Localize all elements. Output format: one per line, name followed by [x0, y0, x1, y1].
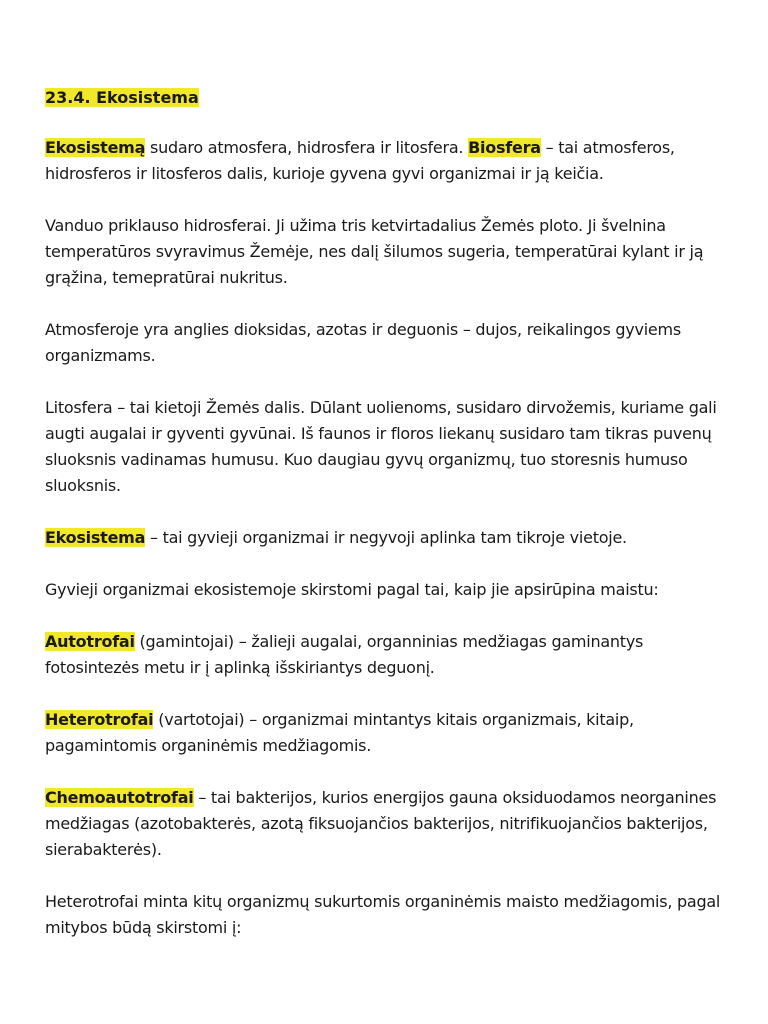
paragraph-autotrophs — [45, 629, 735, 681]
highlighted-term-heterotrofai: Heterotrofai — [45, 710, 154, 729]
paragraph-atmosphere: Atmosferoje yra anglies dioksidas, azotas ir deguonis – dujos, reikalingos gyviems organizmams. — [45, 320, 681, 365]
paragraph-text: sudaro atmosfera, hidrosfera ir litosfera. — [145, 138, 469, 157]
highlighted-term-autotrofai: Autotrofai — [45, 632, 135, 651]
highlighted-term-ekosistema: Ekosistemą — [45, 138, 146, 157]
highlighted-term-biosfera: Biosfera — [468, 138, 541, 157]
paragraph-text: – tai bakterijos, kurios energijos gauna oksiduodamos neorganines medžiagas (azotobakterės, azotą fiksuojančios bakterijos, nitrifikuojančios bakterijos, sierabakterės). — [45, 788, 717, 859]
paragraph-text: – tai gyvieji organizmai ir negyvoji aplinka tam tikroje vietoje. — [145, 528, 627, 547]
paragraph-chemoautotrophs — [45, 785, 735, 863]
document-page — [45, 86, 735, 967]
paragraph-heterotrophs — [45, 707, 735, 759]
paragraph-text: (vartotojai) – organizmai mintantys kitais organizmais, kitaip, pagamintomis organinėmis medžiagomis. — [45, 710, 634, 755]
section-heading — [45, 86, 735, 110]
highlighted-term-ekosistema-2: Ekosistema — [45, 528, 146, 547]
paragraph-organism-classification: Gyvieji organizmai ekosistemoje skirstomi pagal tai, kaip jie apsirūpina maistu: — [45, 580, 659, 599]
paragraph-hydrosphere: Vanduo priklauso hidrosferai. Ji užima tris ketvirtadalius Žemės ploto. Ji švelnina temperatūros svyravimus Žemėje, nes dalį šilumos sugeria, temperatūrai kylant ir ją grąžina, temepratūrai nukritus. — [45, 216, 704, 287]
highlighted-term-chemoautotrofai: Chemoautotrofai — [45, 788, 194, 807]
paragraph-text: (gamintojai) – žalieji augalai, organninias medžiagas gaminantys fotosintezės metu ir į aplinką išskiriantys deguonį. — [45, 632, 644, 677]
paragraph-heterotroph-nutrition: Heterotrofai minta kitų organizmų sukurtomis organinėmis maisto medžiagomis, pagal mitybos būdą skirstomi į: — [45, 892, 721, 937]
paragraph-ecosystem-living — [45, 525, 735, 551]
section-heading-text: 23.4. Ekosistema — [45, 88, 199, 107]
paragraph-lithosphere: Litosfera – tai kietoji Žemės dalis. Dūlant uolienoms, susidaro dirvožemis, kuriame gali augti augalai ir gyventi gyvūnai. Iš faunos ir floros liekanų susidaro tam tikras puvenų sluoksnis vadinamas humusu. Kuo daugiau gyvų organizmų, tuo storesnis humuso sluoksnis. — [45, 398, 717, 495]
paragraph-text: – tai atmosferos, hidrosferos ir litosferos dalis, kurioje gyvena gyvi organizmai ir ją keičia. — [45, 138, 675, 183]
paragraph-ecosystem-definition — [45, 135, 735, 187]
